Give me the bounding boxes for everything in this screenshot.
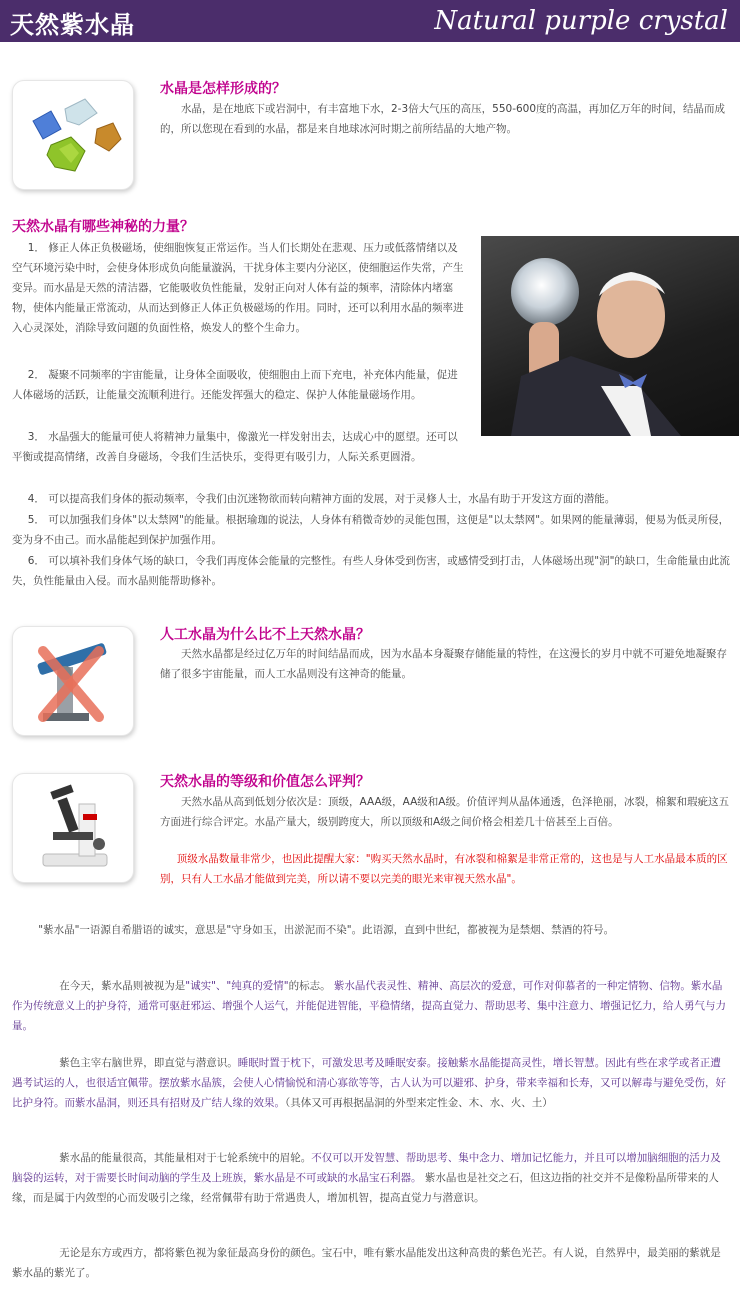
power-item-6: 6． 可以填补我们身体气场的缺口，令我们再度体会能量的完整性。有些人身体受到伤害，或感情受到打击，人体磁场出现"洞"的缺口，生命能量由此流失，负性能量由入侵。而水晶则能帮助修补。 — [12, 555, 730, 587]
section1-question: 水晶是怎样形成的？ — [160, 81, 286, 97]
symbol-text-c: 的标志。 — [288, 980, 331, 992]
energy-text-c: 紫水晶也是社交之石，但这边指的社交并不是像粉晶所带来的人缘，而是属于内敛型的心而发吸引之缘，经常佩带有助于常遇贵人，增加机智，提高直觉力与潜意识。 — [12, 1172, 719, 1204]
section4-warning: 顶级水晶数量非常少，也因此提醒大家："购买天然水晶时，有冰裂和棉絮是非常正常的，这也是与人工水晶最本质的区别，只有人工水晶才能做到完美，所以请不要以完美的眼光来审视天然水晶"。 — [160, 853, 728, 885]
microscope-image — [12, 773, 134, 883]
right-brain-text-a: 紫色主宰右脑世界，即直觉与潜意识。 — [59, 1057, 238, 1069]
power-item-2: 2． 凝聚不同频率的宇宙能量，让身体全面吸收，使细胞由上而下充电，补充体内能量，促进人体磁场的活跃，让能量交流顺利进行。还能发挥强大的稳定、保护人体能量磁场作用。 — [12, 369, 458, 401]
section4-body: 天然水晶从高到低划分依次是：顶级，AAA级，AA级和A级。价值评判从晶体通透，色泽艳丽，冰裂，棉絮和瑕疵这五方面进行综合评定。水晶产量大，级别跨度大，所以顶级和A级之间价格会相差几十倍甚至上百倍。 — [160, 796, 729, 828]
gemstones-image — [12, 80, 134, 190]
man-holding-crystal-ball-photo — [481, 236, 739, 436]
symbol-text-d: 紫水晶代表灵性、精神、高层次的爱意，可作对仰慕者的一种定情物、信物。紫水晶作为传统意义上的护身符，通常可驱赶邪运、增强个人运气，并能促进智能，平稳情绪，提高直觉力、帮助思考、集中注意力、增强记忆力，给人勇气与力量。 — [12, 980, 726, 1032]
section3-question: 人工水晶为什么比不上天然水晶？ — [160, 627, 370, 643]
power-item-5: 5． 可以加强我们身体"以太禁网"的能量。根据瑜珈的说法，人身体有稍微奇妙的灵能包围，这便是"以太禁网"。如果网的能量薄弱，便易为低灵所侵，变为身不由己。而水晶能起到保护加强作用。 — [12, 514, 730, 546]
energy-text-b: 不仅可以开发智慧、帮助思考、集中念力、增加记忆能力，并且可以增加脑细胞的活力及脑袋的运转，对于需要长时间动脑的学生及上班族，紫水晶是不可或缺的水晶宝石利器。 — [12, 1152, 721, 1184]
symbol-text-a: 在今天，紫水晶则被视为是 — [59, 980, 186, 992]
section3-body: 天然水晶都是经过亿万年的时间结晶而成，因为水晶本身凝聚存储能量的特性，在这漫长的岁月中就不可避免地凝聚存储了很多宇宙能量，而人工水晶则没有这神奇的能量。 — [160, 648, 727, 680]
right-brain-paragraph — [12, 1053, 728, 1113]
right-brain-text-b: 睡眠时置于枕下，可激发思考及睡眠安泰。接触紫水晶能提高灵性，增长智慧。因此有些在求学或者正遭遇考试运的人，也很适宜佩带。摆放紫水晶簇，会使人心情愉悦和清心寡欲等等，古人认为可以避邪、护身，带来幸福和长寿，又可以解毒与避免受伤，好比护身符。而紫水晶洞，则还具有招财及广结人缘的效果。 — [12, 1057, 726, 1109]
energy-text-a: 紫水晶的能量很高，其能量相对于七轮系统中的眉轮。 — [59, 1152, 312, 1164]
energy-paragraph — [12, 1148, 728, 1208]
power-item-3: 3． 水晶强大的能量可使人将精神力量集中，像激光一样发射出去，达成心中的愿望。还可以平衡或提高情绪，改善自身磁场，令我们生活快乐，变得更有吸引力，人际关系更圆滑。 — [12, 431, 458, 463]
section2-question: 天然水晶有哪些神秘的力量？ — [12, 219, 194, 235]
section4-question: 天然水晶的等级和价值怎么评判？ — [160, 774, 370, 790]
noble-color-paragraph: 无论是东方或西方，都将紫色视为象征最高身份的颜色。宝石中，唯有紫水晶能发出这种高贵的紫色光芒。有人说，自然界中，最美丽的紫就是紫水晶的紫光了。 — [12, 1247, 721, 1279]
page-header — [0, 0, 740, 42]
right-brain-text-c: （具体又可再根据晶洞的外型来定性金、木、水、火、土） — [285, 1097, 553, 1109]
amethyst-etymology-paragraph: "紫水晶"一语源自希腊语的诚实，意思是"守身如玉，出淤泥而不染"。此语源，直到中世纪，都被视为是禁烟、禁酒的符号。 — [38, 924, 615, 936]
amethyst-symbol-paragraph — [12, 976, 728, 1036]
artificial-crystal-icon — [12, 626, 134, 736]
header-subtitle: Natural purple crystal — [434, 6, 728, 36]
section1-body: 水晶，是在地底下或岩洞中，有丰富地下水，2-3倍大气压的高压，550-600度的高温，再加亿万年的时间，结晶而成的，所以您现在看到的水晶，都是来自地球冰河时期之前所结晶的大地产物。 — [160, 103, 726, 135]
header-title: 天然紫水晶 — [10, 11, 135, 39]
power-item-4: 4． 可以提高我们身体的振动频率，令我们由沉迷物欲而转向精神方面的发展，对于灵修人士，水晶有助于开发这方面的潜能。 — [27, 493, 616, 505]
symbol-text-b: "诚实"、"纯真的爱情" — [185, 980, 289, 992]
power-item-1: 1． 修正人体正负极磁场，使细胞恢复正常运作。当人们长期处在悲观、压力或低落情绪以及空气环境污染中时，会使身体形成负向能量漩涡，干扰身体主要内分泌区，使细胞运作失常，产生变异。而水晶是天然的清洁器，它能吸收负性能量，发射正向对人体有益的频率，清除体内堵塞物，使体内能量正常流动，从而达到修正人体正负极磁场的作用。同时，还可以利用水晶的频率进入心灵深处，消除导致问题的负面性格，焕发人的整个生命力。 — [12, 242, 464, 334]
